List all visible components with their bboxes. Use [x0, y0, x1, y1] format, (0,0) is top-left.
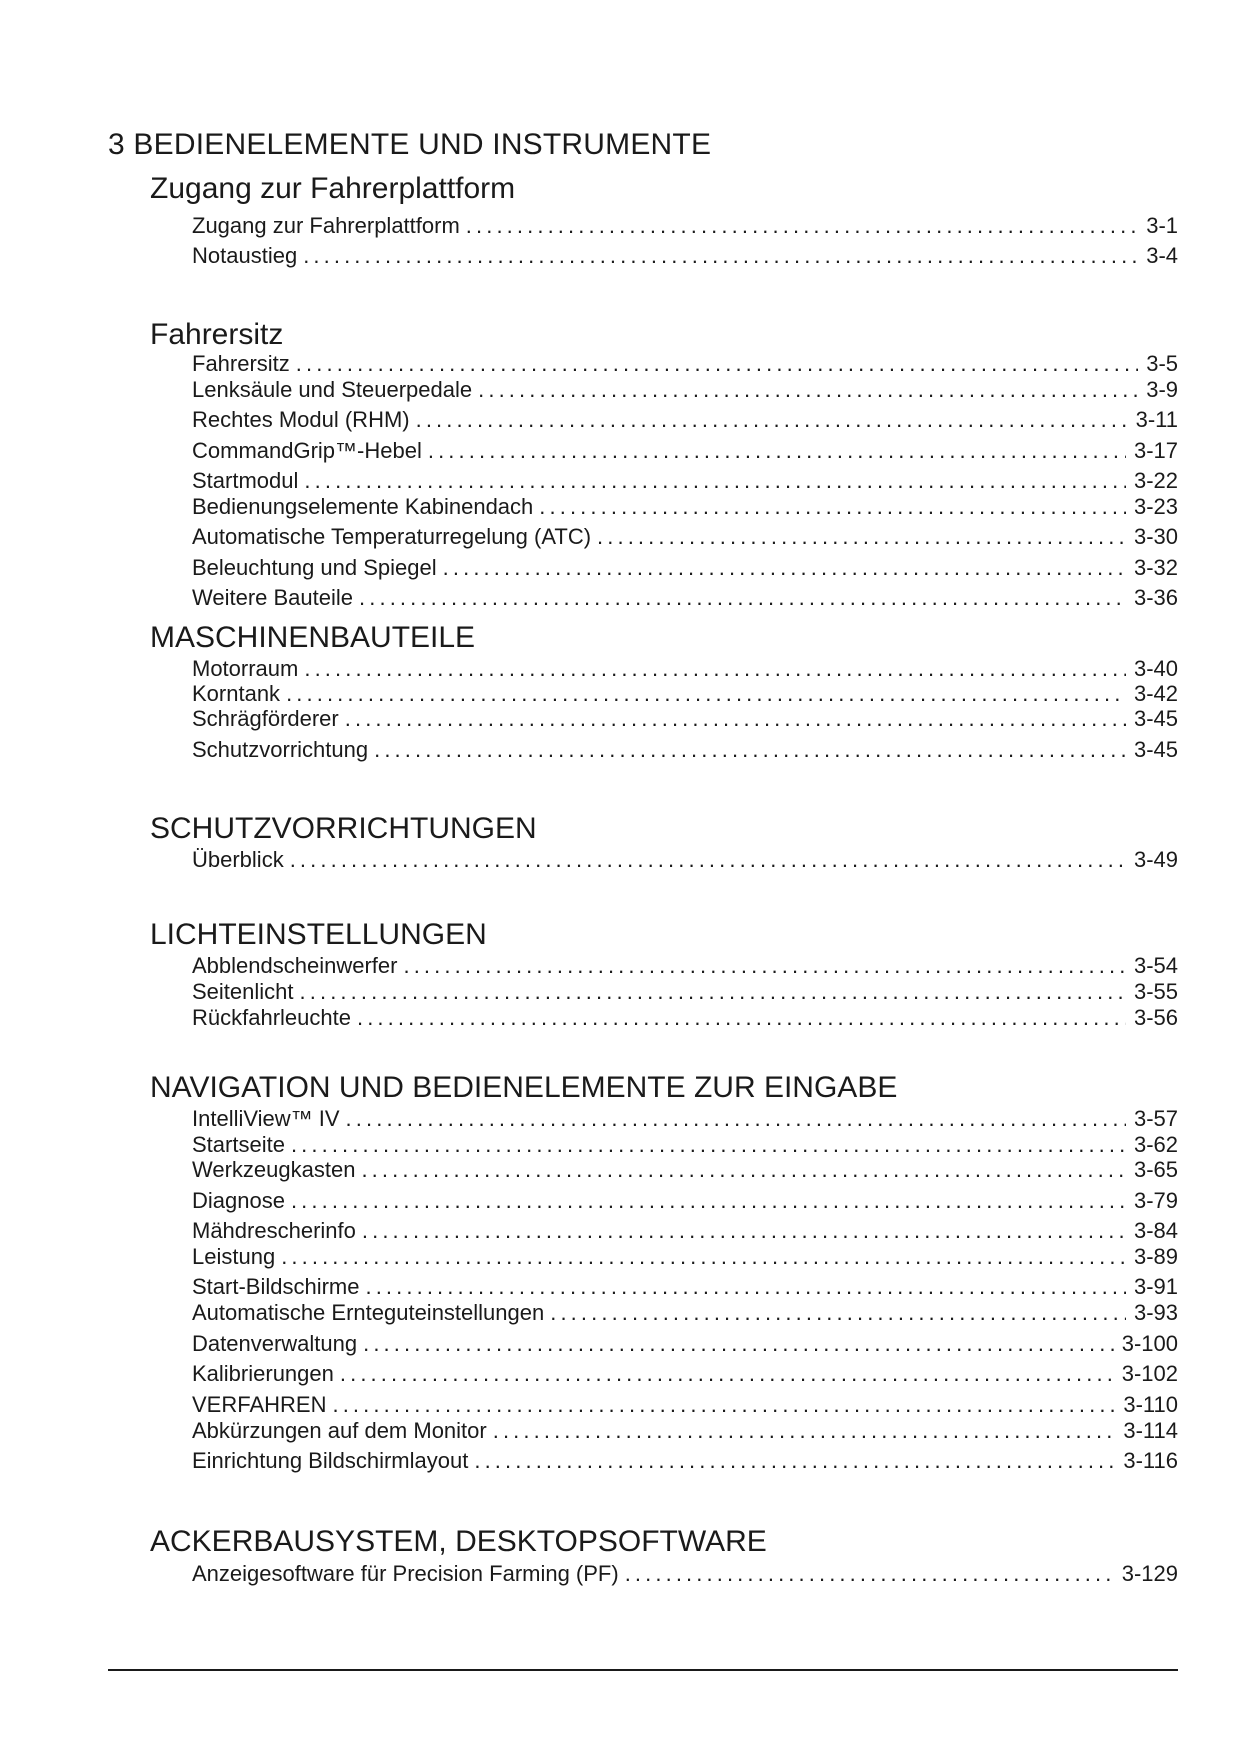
dot-leader: [493, 1418, 1116, 1444]
dot-leader: [281, 1244, 1126, 1270]
toc-entry-page: 3-1: [1146, 213, 1178, 238]
toc-entry-page: 3-91: [1133, 1274, 1178, 1299]
dot-leader: [625, 1561, 1114, 1587]
toc-entry-title: Abblendscheinwerfer: [192, 953, 398, 978]
toc-entry-page: 3-9: [1146, 377, 1178, 402]
dot-leader: [597, 524, 1126, 550]
toc-entry-title: CommandGrip™-Hebel: [192, 438, 422, 463]
toc-entry[interactable]: [192, 1392, 1178, 1418]
toc-entry-title: Rechtes Modul (RHM): [192, 407, 410, 432]
section-heading: SCHUTZVORRICHTUNGEN: [150, 812, 537, 845]
toc-entry-page: 3-36: [1133, 585, 1178, 610]
toc-entry-page: 3-45: [1133, 737, 1178, 762]
dot-leader: [539, 494, 1126, 520]
toc-entry-title: Anzeigesoftware für Precision Farming (PF): [192, 1561, 619, 1586]
toc-entry[interactable]: [192, 847, 1178, 873]
toc-entry-page: 3-42: [1133, 681, 1178, 706]
dot-leader: [300, 979, 1126, 1005]
dot-leader: [296, 351, 1138, 377]
toc-entry-title: Datenverwaltung: [192, 1331, 358, 1356]
toc-entry[interactable]: [192, 407, 1178, 433]
toc-entry-page: 3-40: [1133, 656, 1178, 681]
toc-entry-title: Automatische Ernteguteinstellungen: [192, 1300, 545, 1325]
toc-entry-title: Einrichtung Bildschirmlayout: [192, 1448, 469, 1473]
toc-entry-page: 3-129: [1121, 1561, 1178, 1586]
dot-leader: [478, 377, 1138, 403]
toc-entry-page: 3-100: [1121, 1331, 1178, 1356]
footer-rule: [108, 1669, 1178, 1671]
toc-entry-title: Kalibrierungen: [192, 1361, 334, 1386]
dot-leader: [332, 1392, 1115, 1418]
toc-entry-page: 3-54: [1133, 953, 1178, 978]
toc-entry-title: Überblick: [192, 847, 284, 872]
toc-entry-title: Bedienungselemente Kabinendach: [192, 494, 534, 519]
dot-leader: [346, 1106, 1126, 1132]
toc-entry-page: 3-114: [1123, 1418, 1178, 1443]
toc-entry[interactable]: [192, 1132, 1178, 1158]
toc-entry-title: VERFAHREN: [192, 1392, 327, 1417]
dot-leader: [303, 243, 1138, 269]
toc-entry-title: Fahrersitz: [192, 351, 290, 376]
dot-leader: [416, 407, 1128, 433]
toc-entry[interactable]: [192, 555, 1178, 581]
dot-leader: [286, 681, 1126, 707]
toc-entry[interactable]: [192, 1448, 1178, 1474]
section-heading: Zugang zur Fahrerplattform: [150, 172, 516, 205]
toc-entry[interactable]: [192, 243, 1178, 269]
toc-entry-page: 3-62: [1133, 1132, 1178, 1157]
toc-entry-page: 3-30: [1133, 524, 1178, 549]
toc-entry[interactable]: [192, 1418, 1178, 1444]
toc-entry[interactable]: [192, 1157, 1178, 1183]
dot-leader: [304, 656, 1126, 682]
dot-leader: [363, 1331, 1114, 1357]
toc-entry[interactable]: [192, 1331, 1178, 1357]
toc-entry-title: Leistung: [192, 1244, 276, 1269]
dot-leader: [443, 555, 1126, 581]
toc-entry[interactable]: [192, 979, 1178, 1005]
toc-entry-title: Start-Bildschirme: [192, 1274, 360, 1299]
toc-entry-page: 3-110: [1123, 1392, 1178, 1417]
dot-leader: [403, 953, 1125, 979]
dot-leader: [365, 1274, 1125, 1300]
toc-entry[interactable]: [192, 1218, 1178, 1244]
toc-entry-title: Diagnose: [192, 1188, 285, 1213]
chapter-title: 3 BEDIENELEMENTE UND INSTRUMENTE: [108, 128, 712, 161]
toc-entry-page: 3-23: [1133, 494, 1178, 519]
toc-entry-title: Motorraum: [192, 656, 299, 681]
toc-entry-page: 3-57: [1133, 1106, 1178, 1131]
toc-entry[interactable]: [192, 351, 1178, 377]
toc-entry-title: Beleuchtung und Spiegel: [192, 555, 437, 580]
toc-entry-title: IntelliView™ IV: [192, 1106, 340, 1131]
toc-entry-page: 3-65: [1133, 1157, 1178, 1182]
toc-entry[interactable]: [192, 1561, 1178, 1587]
toc-entry-title: Abkürzungen auf dem Monitor: [192, 1418, 487, 1443]
section-heading: MASCHINENBAUTEILE: [150, 621, 476, 654]
toc-entry[interactable]: [192, 656, 1178, 682]
toc-entry-title: Korntank: [192, 681, 281, 706]
toc-entry[interactable]: [192, 377, 1178, 403]
section-heading: LICHTEINSTELLUNGEN: [150, 918, 487, 951]
toc-entry[interactable]: [192, 1106, 1178, 1132]
toc-entry-title: Rückfahrleuchte: [192, 1005, 351, 1030]
toc-entry-page: 3-56: [1133, 1005, 1178, 1030]
toc-entry-page: 3-17: [1133, 438, 1178, 463]
toc-entry-title: Weitere Bauteile: [192, 585, 354, 610]
section-heading: ACKERBAUSYSTEM, DESKTOPSOFTWARE: [150, 1525, 767, 1558]
toc-entry[interactable]: [192, 1274, 1178, 1300]
toc-entry[interactable]: [192, 706, 1178, 732]
dot-leader: [362, 1218, 1126, 1244]
dot-leader: [357, 1005, 1126, 1031]
dot-leader: [474, 1448, 1115, 1474]
toc-entry[interactable]: [192, 468, 1178, 494]
toc-entry-title: Startmodul: [192, 468, 299, 493]
toc-entry[interactable]: [192, 953, 1178, 979]
toc-entry-title: Werkzeugkasten: [192, 1157, 356, 1182]
dot-leader: [290, 847, 1126, 873]
dot-leader: [466, 213, 1138, 239]
toc-entry[interactable]: [192, 1188, 1178, 1214]
section-heading: Fahrersitz: [150, 318, 284, 351]
toc-entry-page: 3-49: [1133, 847, 1178, 872]
toc-entry-title: Mähdrescherinfo: [192, 1218, 356, 1243]
toc-entry-title: Seitenlicht: [192, 979, 294, 1004]
dot-leader: [340, 1361, 1114, 1387]
toc-entry[interactable]: [192, 737, 1178, 763]
toc-entry-page: 3-22: [1133, 468, 1178, 493]
toc-entry[interactable]: [192, 213, 1178, 239]
toc-entry[interactable]: [192, 438, 1178, 464]
toc-entry-page: 3-32: [1133, 555, 1178, 580]
dot-leader: [361, 1157, 1126, 1183]
dot-leader: [374, 737, 1126, 763]
dot-leader: [304, 468, 1126, 494]
toc-entry-page: 3-55: [1133, 979, 1178, 1004]
toc-entry-title: Schutzvorrichtung: [192, 737, 369, 762]
dot-leader: [359, 585, 1126, 611]
toc-entry[interactable]: [192, 1244, 1178, 1270]
toc-entry-page: 3-11: [1135, 407, 1178, 432]
toc-entry-page: 3-84: [1133, 1218, 1178, 1243]
toc-entry[interactable]: [192, 1005, 1178, 1031]
dot-leader: [428, 438, 1126, 464]
toc-entry-page: 3-116: [1123, 1448, 1178, 1473]
toc-entry-page: 3-45: [1133, 706, 1178, 731]
toc-entry-title: Lenksäule und Steuerpedale: [192, 377, 473, 402]
toc-entry-page: 3-5: [1146, 351, 1178, 376]
dot-leader: [291, 1188, 1126, 1214]
dot-leader: [345, 706, 1126, 732]
dot-leader: [291, 1132, 1126, 1158]
toc-entry-page: 3-93: [1133, 1300, 1178, 1325]
toc-entry[interactable]: [192, 1361, 1178, 1387]
toc-entry[interactable]: [192, 1300, 1178, 1326]
toc-entry-page: 3-79: [1133, 1188, 1178, 1213]
toc-entry-page: 3-102: [1121, 1361, 1178, 1386]
toc-entry-title: Startseite: [192, 1132, 285, 1157]
toc-entry-title: Schrägförderer: [192, 706, 339, 731]
toc-entry-title: Notaustieg: [192, 243, 298, 268]
section-heading: NAVIGATION UND BEDIENELEMENTE ZUR EINGABE: [150, 1071, 898, 1104]
toc-entry-title: Automatische Temperaturregelung (ATC): [192, 524, 592, 549]
dot-leader: [550, 1300, 1126, 1326]
toc-entry[interactable]: [192, 585, 1178, 611]
toc-entry-page: 3-4: [1146, 243, 1178, 268]
toc-entry[interactable]: [192, 524, 1178, 550]
toc-entry-page: 3-89: [1133, 1244, 1178, 1269]
toc-entry[interactable]: [192, 681, 1178, 707]
toc-entry-title: Zugang zur Fahrerplattform: [192, 213, 460, 238]
toc-entry[interactable]: [192, 494, 1178, 520]
